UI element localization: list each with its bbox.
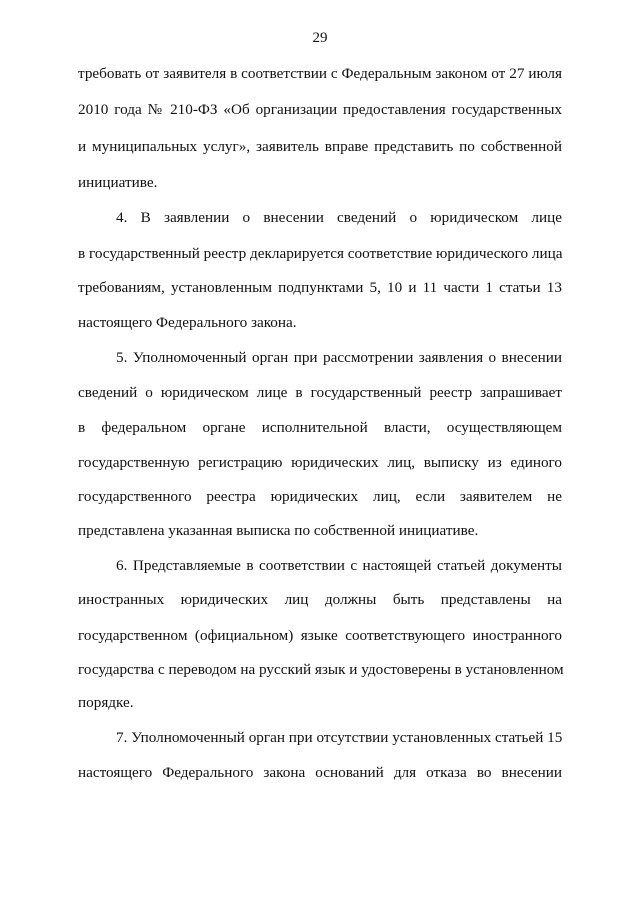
paragraph-first-line: 5. Уполномоченный орган при рассмотрении заявления о внесении bbox=[116, 349, 562, 366]
text-line: настоящего Федерального закона. bbox=[78, 314, 297, 331]
text-line: государственную регистрацию юридических лиц, выписку из единого bbox=[78, 454, 562, 471]
paragraph-first-line: 6. Представляемые в соответствии с настоящей статьей документы bbox=[116, 557, 562, 574]
text-line: в федеральном органе исполнительной власти, осуществляющем bbox=[78, 419, 562, 436]
text-line: государства с переводом на русский язык и удостоверены в установленном bbox=[78, 661, 564, 678]
text-line: государственном (официальном) языке соответствующего иностранного bbox=[78, 627, 562, 644]
text-line: государственного реестра юридических лиц, если заявителем не bbox=[78, 488, 562, 505]
text-line: порядке. bbox=[78, 694, 134, 711]
text-line: требовать от заявителя в соответствии с Федеральным законом от 27 июля bbox=[78, 65, 562, 82]
text-line: инициативе. bbox=[78, 174, 158, 191]
text-line: представлена указанная выписка по собственной инициативе. bbox=[78, 522, 479, 539]
text-line: иностранных юридических лиц должны быть представлены на bbox=[78, 591, 562, 608]
paragraph-first-line: 4. В заявлении о внесении сведений о юридическом лице bbox=[116, 209, 562, 226]
text-line: сведений о юридическом лице в государственный реестр запрашивает bbox=[78, 384, 562, 401]
text-line: настоящего Федерального закона оснований для отказа во внесении bbox=[78, 764, 562, 781]
page-number: 29 bbox=[312, 30, 328, 46]
text-line: в государственный реестр декларируется соответствие юридического лица bbox=[78, 245, 563, 262]
text-line: и муниципальных услуг», заявитель вправе представить по собственной bbox=[78, 138, 562, 155]
paragraph-first-line: 7. Уполномоченный орган при отсутствии установленных статьей 15 bbox=[116, 729, 563, 746]
text-line: требованиям, установленным подпунктами 5, 10 и 11 части 1 статьи 13 bbox=[78, 279, 562, 296]
text-line: 2010 года № 210-ФЗ «Об организации предоставления государственных bbox=[78, 101, 562, 118]
